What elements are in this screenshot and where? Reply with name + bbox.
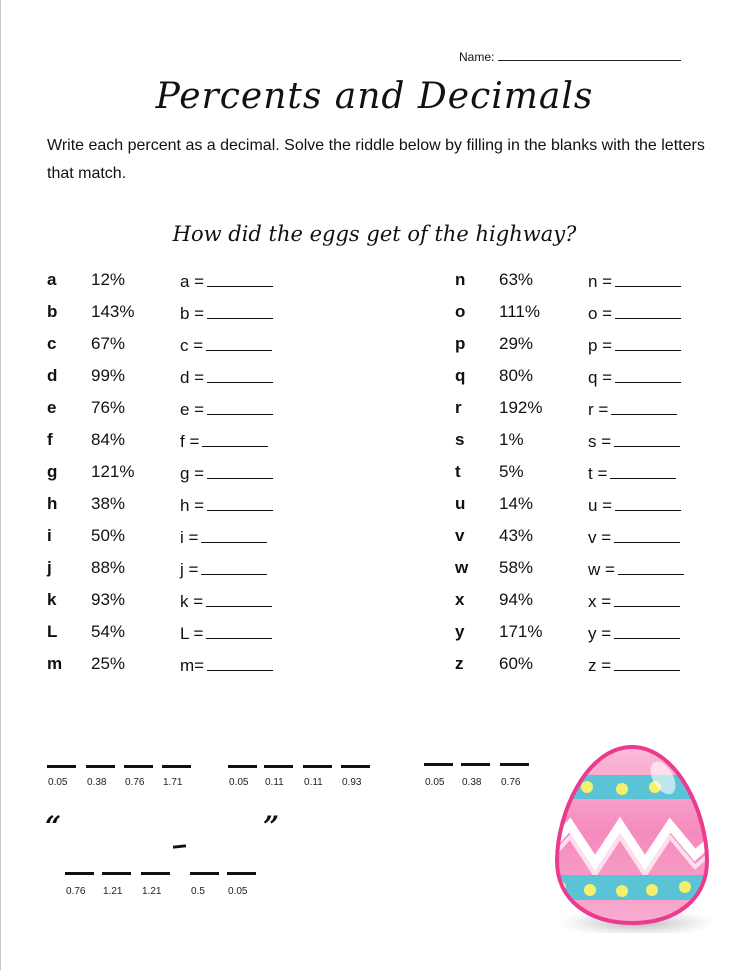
decimal-hint: 0.11: [265, 777, 284, 788]
answer-field[interactable]: [588, 396, 677, 422]
problem-row-r: [455, 396, 715, 420]
instructions: Write each percent as a decimal. Solve the riddle below by filling in the blanks with the letters that match.: [47, 137, 705, 182]
answer-blank[interactable]: [206, 620, 272, 639]
answer-label: o =: [588, 304, 613, 323]
answer-field[interactable]: [588, 524, 680, 550]
problem-row-g: [47, 460, 307, 484]
problem-row-i: [47, 524, 307, 548]
problem-row-c: [47, 332, 307, 356]
answer-label: t =: [588, 464, 608, 483]
problem-row-L: [47, 620, 307, 644]
decimal-hint: 0.05: [425, 777, 445, 788]
answer-field[interactable]: [588, 332, 681, 358]
blank-line: [461, 763, 490, 766]
percent-value: 60%: [499, 654, 534, 673]
problem-letter: q: [455, 366, 466, 385]
page-title: Percents and Decimals: [155, 76, 594, 117]
problem-row-q: [455, 364, 715, 388]
problem-row-u: [455, 492, 715, 516]
problem-letter: z: [455, 654, 464, 673]
percent-value: 50%: [91, 526, 126, 545]
answer-label: e =: [180, 400, 205, 419]
percent-value: 43%: [499, 526, 534, 545]
answer-field[interactable]: [588, 556, 684, 582]
answer-label: m=: [180, 656, 205, 675]
blank-line: [264, 765, 293, 768]
percent-value: 99%: [91, 366, 126, 385]
answer-label: q =: [588, 368, 613, 387]
answer-blank[interactable]: [206, 332, 272, 351]
problem-row-a: [47, 268, 307, 292]
decimal-hint: 0.76: [125, 777, 145, 788]
blank-line: [102, 872, 131, 875]
problem-row-m: [47, 652, 307, 676]
problem-row-y: [455, 620, 715, 644]
problem-letter: x: [455, 590, 465, 609]
percent-value: 29%: [499, 334, 534, 353]
percent-value: 54%: [91, 622, 126, 641]
problem-letter: c: [47, 334, 57, 353]
answer-field[interactable]: [180, 300, 273, 326]
answer-label: g =: [180, 464, 205, 483]
riddle-question: How did the eggs get of the highway?: [172, 222, 577, 246]
name-field[interactable]: [459, 49, 681, 64]
answer-blank[interactable]: [207, 492, 273, 511]
percent-value: 14%: [499, 494, 534, 513]
problem-row-j: [47, 556, 307, 580]
problem-letter: g: [47, 462, 58, 481]
answer-blank[interactable]: [206, 588, 272, 607]
answer-blank[interactable]: [611, 396, 677, 415]
percent-value: 25%: [91, 654, 126, 673]
problem-letter: L: [47, 622, 58, 641]
decimal-hint: 1.71: [163, 777, 183, 788]
answer-label: f =: [180, 432, 200, 451]
answer-blank[interactable]: [207, 460, 273, 479]
problem-row-k: [47, 588, 307, 612]
answer-label: c =: [180, 336, 204, 355]
answer-label: a =: [180, 272, 205, 291]
answer-blank[interactable]: [201, 556, 267, 575]
problem-letter: t: [455, 462, 461, 481]
problem-row-s: [455, 428, 715, 452]
percent-value: 63%: [499, 270, 534, 289]
answer-blank[interactable]: [615, 332, 681, 351]
problem-row-x: [455, 588, 715, 612]
percent-value: 84%: [91, 430, 126, 449]
problem-row-w: [455, 556, 715, 580]
problem-letter: h: [47, 494, 58, 513]
decimal-hint: 0.5: [191, 886, 205, 897]
easter-egg-icon: [545, 733, 720, 933]
answer-field[interactable]: [588, 300, 681, 326]
answer-blank[interactable]: [615, 300, 681, 319]
percent-value: 67%: [91, 334, 126, 353]
answer-field[interactable]: [588, 460, 676, 486]
blank-line: [141, 872, 170, 875]
percent-value: 76%: [91, 398, 126, 417]
answer-field[interactable]: [588, 268, 681, 294]
problem-letter: b: [47, 302, 58, 321]
problem-letter: p: [455, 334, 466, 353]
answer-blank[interactable]: [207, 300, 273, 319]
name-blank[interactable]: [498, 49, 681, 61]
answer-field[interactable]: [180, 620, 272, 646]
decimal-hint: 0.76: [66, 886, 86, 897]
decimal-hint: 1.21: [142, 886, 162, 897]
blank-line: [190, 872, 219, 875]
answer-label: d =: [180, 368, 205, 387]
percent-value: 192%: [499, 398, 543, 417]
problem-letter: a: [47, 270, 57, 289]
problem-letter: o: [455, 302, 466, 321]
percent-value: 121%: [91, 462, 135, 481]
answer-blank[interactable]: [614, 428, 680, 447]
answer-label: b =: [180, 304, 205, 323]
decimal-hint: 0.11: [304, 777, 323, 788]
answer-blank[interactable]: [614, 588, 680, 607]
problem-row-h: [47, 492, 307, 516]
answer-field[interactable]: [180, 588, 272, 614]
answer-blank[interactable]: [614, 620, 680, 639]
answer-field[interactable]: [180, 364, 273, 390]
problem-letter: r: [455, 398, 462, 417]
close-quote: ”: [263, 810, 280, 843]
answer-field[interactable]: [180, 492, 273, 518]
decimal-hint: 1.21: [103, 886, 123, 897]
blank-line: [65, 872, 94, 875]
problem-row-b: [47, 300, 307, 324]
open-quote: “: [45, 810, 62, 843]
answer-field[interactable]: [588, 588, 680, 614]
blank-line: [47, 765, 76, 768]
percent-value: 1%: [499, 430, 524, 449]
answer-blank[interactable]: [614, 524, 680, 543]
decimal-hint: 0.76: [501, 777, 521, 788]
percent-value: 111%: [499, 302, 540, 321]
problem-letter: y: [455, 622, 465, 641]
answer-label: u =: [588, 496, 613, 515]
blank-line: [124, 765, 153, 768]
name-label: Name:: [459, 50, 495, 64]
answer-label: w =: [588, 560, 615, 579]
problem-letter: u: [455, 494, 466, 513]
problem-row-f: [47, 428, 307, 452]
answer-field[interactable]: [588, 620, 680, 646]
answer-blank[interactable]: [207, 268, 273, 287]
answer-label: s =: [588, 432, 612, 451]
answer-label: v =: [588, 528, 612, 547]
decimal-hint: 0.93: [342, 777, 362, 788]
percent-value: 5%: [499, 462, 524, 481]
answer-field[interactable]: [180, 556, 267, 582]
answer-blank[interactable]: [614, 652, 680, 671]
problem-letter: i: [47, 526, 52, 545]
decimal-hint: 0.05: [229, 777, 249, 788]
blank-line: [162, 765, 191, 768]
answer-blank[interactable]: [202, 428, 268, 447]
answer-blank[interactable]: [201, 524, 267, 543]
problem-letter: n: [455, 270, 466, 289]
problem-letter: f: [47, 430, 53, 449]
percent-value: 80%: [499, 366, 534, 385]
decimal-hint: 0.05: [48, 777, 68, 788]
answer-blank[interactable]: [207, 364, 273, 383]
answer-blank[interactable]: [610, 460, 676, 479]
problem-row-p: [455, 332, 715, 356]
problem-row-e: [47, 396, 307, 420]
percent-value: 88%: [91, 558, 126, 577]
answer-field[interactable]: [180, 524, 267, 550]
answer-field[interactable]: [180, 332, 272, 358]
answer-label: j =: [180, 560, 199, 579]
answer-label: n =: [588, 272, 613, 291]
page-border: [0, 0, 1, 970]
answer-blank[interactable]: [615, 492, 681, 511]
percent-value: 94%: [499, 590, 534, 609]
problem-row-z: [455, 652, 715, 676]
answer-label: p =: [588, 336, 613, 355]
answer-label: r =: [588, 400, 609, 419]
decimal-hint: 0.05: [228, 886, 248, 897]
decimal-hint: 0.38: [462, 777, 482, 788]
answer-field[interactable]: [588, 428, 680, 454]
problem-letter: j: [47, 558, 52, 577]
percent-value: 12%: [91, 270, 126, 289]
problem-letter: m: [47, 654, 63, 673]
answer-field[interactable]: [180, 460, 273, 486]
answer-label: h =: [180, 496, 205, 515]
problem-row-d: [47, 364, 307, 388]
problem-letter: w: [455, 558, 469, 577]
blank-line: [228, 765, 257, 768]
percent-value: 58%: [499, 558, 534, 577]
answer-blank[interactable]: [618, 556, 684, 575]
answer-blank[interactable]: [615, 364, 681, 383]
answer-field[interactable]: [588, 652, 680, 678]
answer-field[interactable]: [588, 492, 681, 518]
problem-letter: d: [47, 366, 58, 385]
answer-blank[interactable]: [615, 268, 681, 287]
answer-field[interactable]: [180, 268, 273, 294]
answer-field[interactable]: [588, 364, 681, 390]
blank-line: [424, 763, 453, 766]
decimal-hint: 0.38: [87, 777, 107, 788]
answer-field[interactable]: [180, 652, 273, 678]
blank-line: [341, 765, 370, 768]
problem-letter: v: [455, 526, 465, 545]
blank-line: [227, 872, 256, 875]
answer-label: x =: [588, 592, 612, 611]
answer-label: i =: [180, 528, 199, 547]
answer-field[interactable]: [180, 428, 268, 454]
percent-value: 171%: [499, 622, 543, 641]
answer-label: k =: [180, 592, 204, 611]
answer-label: L =: [180, 624, 204, 643]
problem-row-n: [455, 268, 715, 292]
problem-letter: k: [47, 590, 57, 609]
answer-field[interactable]: [180, 396, 273, 422]
blank-line: [303, 765, 332, 768]
percent-value: 93%: [91, 590, 126, 609]
problem-row-t: [455, 460, 715, 484]
problem-row-v: [455, 524, 715, 548]
problem-row-o: [455, 300, 715, 324]
hyphen-mark: [173, 844, 186, 848]
answer-blank[interactable]: [207, 652, 273, 671]
percent-value: 38%: [91, 494, 126, 513]
answer-blank[interactable]: [207, 396, 273, 415]
answer-label: y =: [588, 624, 612, 643]
blank-line: [86, 765, 115, 768]
percent-value: 143%: [91, 302, 135, 321]
blank-line: [500, 763, 529, 766]
answer-label: z =: [588, 656, 612, 675]
problem-letter: e: [47, 398, 57, 417]
problem-letter: s: [455, 430, 465, 449]
